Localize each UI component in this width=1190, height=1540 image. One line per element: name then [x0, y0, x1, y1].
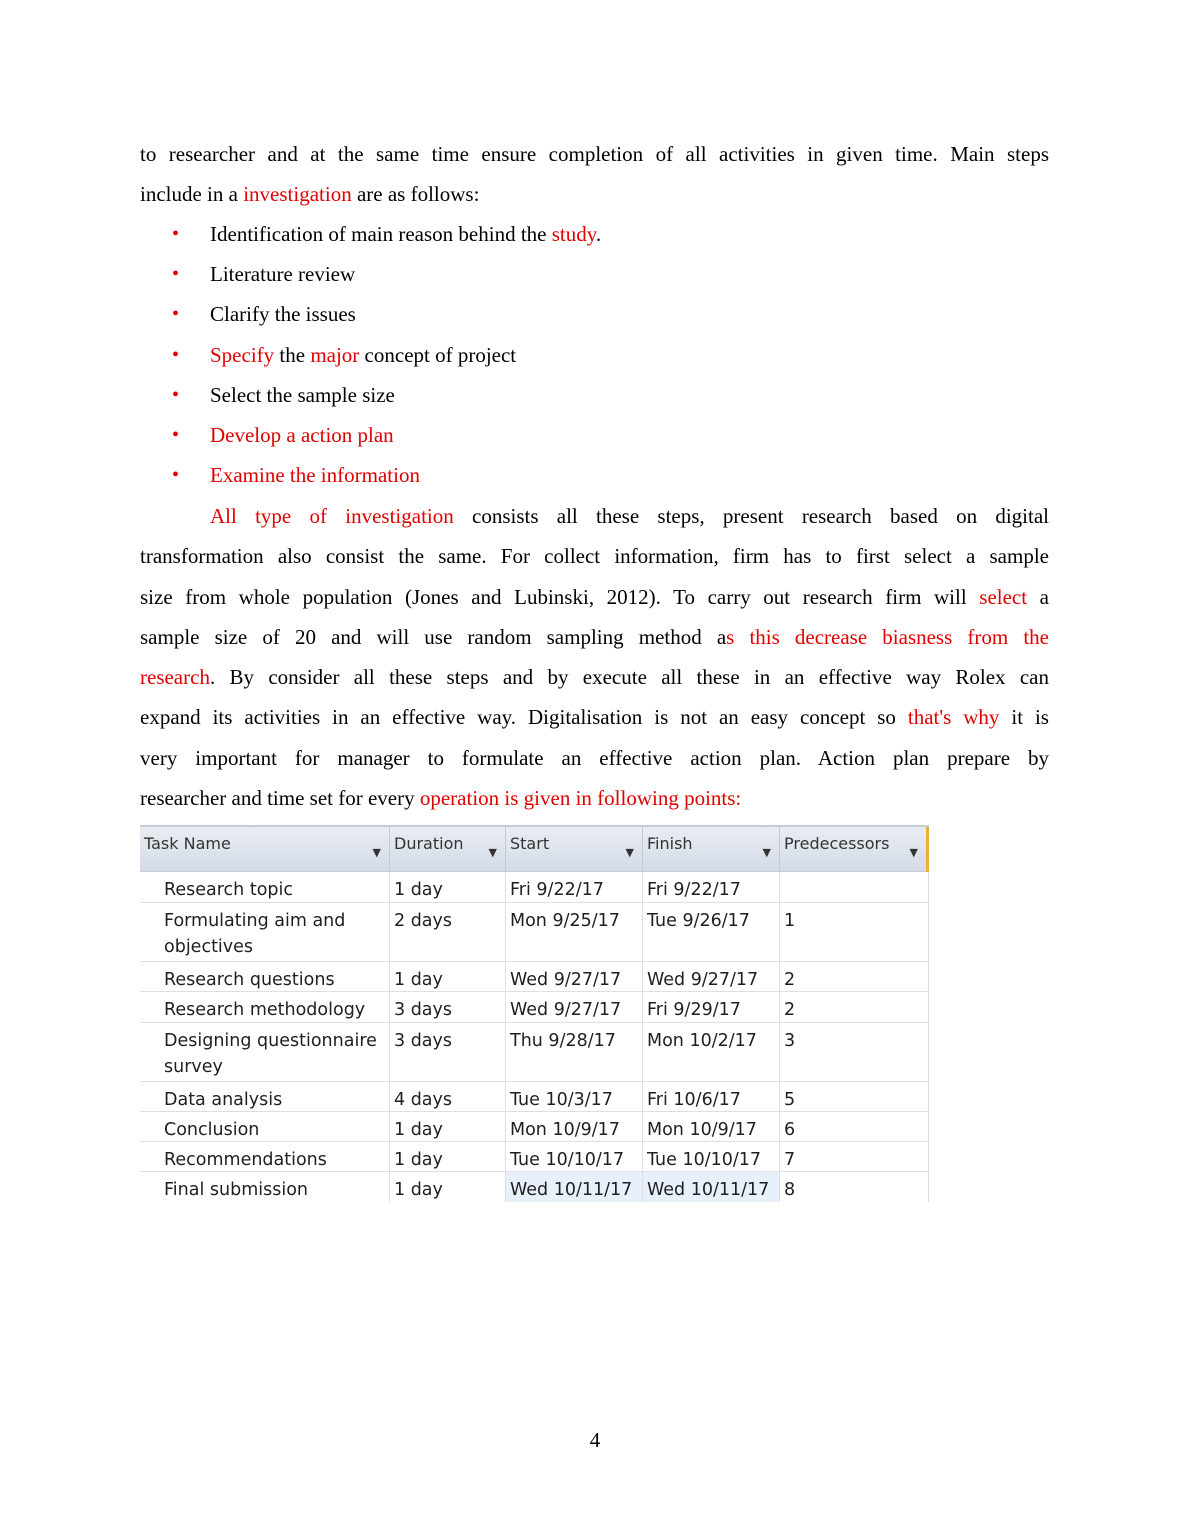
steps-bullet-list [172, 214, 601, 495]
body-paragraph [140, 496, 1049, 818]
list-item: • Select the sample size [172, 375, 601, 415]
table-row[interactable]: Research questions 1 day Wed 9/27/17 Wed 9/27/17 2 [140, 962, 929, 992]
intro-line-2: include in a investigation are as follows: [140, 182, 480, 207]
list-item: • Literature review [172, 254, 601, 294]
bullet-icon: • [172, 223, 180, 245]
table-header [140, 825, 929, 872]
list-item: • Develop a action plan [172, 415, 601, 455]
dropdown-arrow-icon[interactable]: ▼ [372, 846, 381, 859]
page-number: 4 [589, 1428, 601, 1452]
bullet-icon: • [172, 343, 180, 366]
body-line-8: researcher and time set for every operation is given in following points: [140, 786, 742, 811]
bullet-icon: • [172, 263, 180, 286]
intro-paragraph [140, 134, 1049, 215]
list-item: • Specify the major concept of project [172, 335, 601, 375]
body-line-6: expand its activities in an effective way. Digitalisation is not an easy concept so that's why it is [140, 705, 1049, 730]
table-row[interactable]: Research methodology 3 days Wed 9/27/17 Fri 9/29/17 2 [140, 992, 929, 1023]
header-predecessors[interactable]: Predecessors ▼ [780, 827, 929, 872]
list-item: • Examine the information [172, 455, 601, 495]
bullet-icon: • [172, 303, 180, 326]
dropdown-arrow-icon[interactable]: ▼ [909, 846, 918, 859]
body-line-5: research. By consider all these steps and by execute all these in an effective way Rolex can [140, 665, 1049, 690]
body-line-3: size from whole population (Jones and Lubinski, 2012). To carry out research firm will select a [140, 584, 1049, 609]
dropdown-arrow-icon[interactable]: ▼ [488, 846, 497, 859]
intro-line-1: to researcher and at the same time ensure completion of all activities in given time. Main steps [140, 142, 1049, 166]
table-row[interactable]: Designing questionnaire survey 3 days Thu 9/28/17 Mon 10/2/17 3 [140, 1023, 929, 1082]
table-row[interactable]: Data analysis 4 days Tue 10/3/17 Fri 10/6/17 5 [140, 1082, 929, 1112]
list-item: • Identification of main reason behind the study. [172, 214, 601, 254]
dropdown-arrow-icon[interactable]: ▼ [762, 846, 771, 859]
header-finish[interactable]: Finish ▼ [643, 827, 780, 872]
bullet-icon: • [172, 464, 180, 487]
table-row[interactable]: Research topic 1 day Fri 9/22/17 Fri 9/22/17 [140, 872, 929, 903]
header-duration[interactable]: Duration ▼ [390, 827, 506, 872]
project-schedule-table [140, 825, 929, 1202]
body-line-1: All type of investigation consists all these steps, present research based on digital [210, 504, 1049, 528]
body-line-7: very important for manager to formulate an effective action plan. Action plan prepare by [140, 745, 1049, 770]
highlight-investigation: investigation [243, 182, 352, 207]
table-row[interactable]: Final submission 1 day Wed 10/11/17 Wed 10/11/17 8 [140, 1172, 929, 1202]
body-line-4: sample size of 20 and will use random sampling method as this decrease biasness from the [140, 624, 1049, 649]
table-row[interactable]: Formulating aim and objectives 2 days Mon 9/25/17 Tue 9/26/17 1 [140, 903, 929, 962]
table-row[interactable]: Recommendations 1 day Tue 10/10/17 Tue 10/10/17 7 [140, 1142, 929, 1172]
list-item: • Clarify the issues [172, 294, 601, 334]
header-start[interactable]: Start ▼ [506, 827, 643, 872]
dropdown-arrow-icon[interactable]: ▼ [625, 846, 634, 859]
table-row[interactable]: Conclusion 1 day Mon 10/9/17 Mon 10/9/17 6 [140, 1112, 929, 1142]
bullet-icon: • [172, 423, 180, 446]
body-line-2: transformation also consist the same. For collect information, firm has to first select a sample [140, 544, 1049, 569]
bullet-icon: • [172, 383, 180, 406]
header-task-name[interactable]: Task Name ▼ [140, 827, 390, 872]
